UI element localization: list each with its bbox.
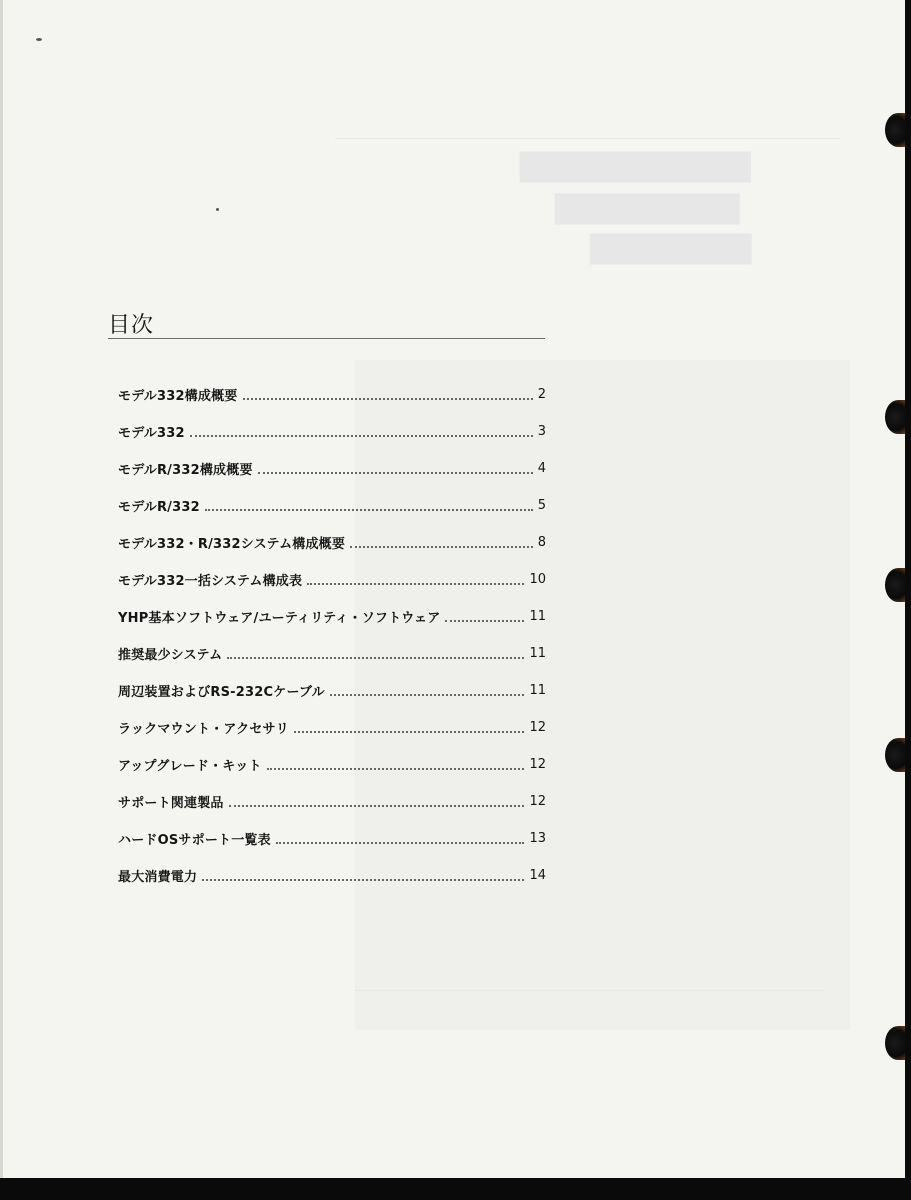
toc-entry-page: 14: [529, 868, 546, 883]
dot-leader: [307, 583, 524, 585]
toc-entry-page: 12: [529, 757, 546, 772]
dot-leader: [243, 398, 533, 400]
toc-entry[interactable]: [118, 487, 546, 524]
dot-leader: [227, 657, 524, 659]
toc-entry-page: 12: [529, 720, 546, 735]
toc-entry-label: モデル332構成概要: [118, 389, 238, 404]
toc-entry-label: モデル332: [118, 426, 185, 441]
show-through-text: ▇▇▇▇▇▇▇: [590, 230, 752, 265]
punch-hole: [885, 113, 905, 147]
title-divider: [108, 338, 545, 339]
toc-entry-label: ハードOSサポート一覧表: [118, 833, 271, 848]
toc-entry[interactable]: [118, 857, 546, 894]
dot-leader: [205, 509, 533, 511]
paper-speck: [216, 208, 219, 211]
dot-leader: [190, 435, 533, 437]
punch-hole: [885, 738, 905, 772]
paper-speck: [36, 38, 42, 41]
toc-entry-label: 最大消費電力: [118, 870, 198, 885]
dot-leader: [267, 768, 525, 770]
dot-leader: [330, 694, 525, 696]
toc-entry-label: YHP基本ソフトウェア/ユーティリティ・ソフトウェア: [118, 611, 441, 626]
toc-entry[interactable]: [118, 820, 546, 857]
show-through-text: ▇▇▇▇▇▇▇▇▇▇: [520, 148, 751, 183]
toc-entry[interactable]: [118, 783, 546, 820]
toc-entry-page: 5: [537, 498, 546, 513]
toc-entry-page: 8: [537, 535, 546, 550]
toc-entry-page: 10: [529, 572, 546, 587]
toc-entry-label: ラックマウント・アクセサリ: [118, 722, 289, 737]
dot-leader: [445, 620, 524, 622]
toc-entry-page: 11: [529, 646, 546, 661]
dot-leader: [202, 879, 524, 881]
toc-entry-label: モデルR/332構成概要: [118, 463, 253, 478]
toc-entry-page: 3: [537, 424, 546, 439]
toc-entry-label: サポート関連製品: [118, 796, 224, 811]
punch-hole: [885, 1026, 905, 1060]
show-through-line: [335, 138, 840, 139]
toc-entry[interactable]: [118, 672, 546, 709]
toc-entry-label: モデル332一括システム構成表: [118, 574, 303, 589]
toc-entry-label: モデルR/332: [118, 500, 200, 515]
dot-leader: [258, 472, 533, 474]
toc-entry[interactable]: [118, 376, 546, 413]
toc-entry-page: 11: [529, 609, 546, 624]
toc-entry-page: 12: [529, 794, 546, 809]
toc-entry-label: アップグレード・キット: [118, 759, 262, 774]
toc-entry[interactable]: [118, 561, 546, 598]
toc-entry-label: モデル332・R/332システム構成概要: [118, 537, 346, 552]
show-through-text: ▇▇▇▇▇▇▇▇: [555, 190, 740, 225]
toc-entry[interactable]: [118, 524, 546, 561]
toc-entry[interactable]: [118, 635, 546, 672]
punch-hole: [885, 568, 905, 602]
dot-leader: [229, 805, 525, 807]
toc-entry[interactable]: [118, 450, 546, 487]
toc-list: [118, 376, 546, 894]
toc-entry-page: 2: [537, 387, 546, 402]
toc-entry-label: 推奨最少システム: [118, 648, 223, 663]
toc-entry[interactable]: [118, 709, 546, 746]
toc-title: 目次: [108, 313, 155, 338]
toc-entry[interactable]: [118, 746, 546, 783]
dot-leader: [276, 842, 525, 844]
toc-entry[interactable]: [118, 598, 546, 635]
toc-entry-page: 4: [537, 461, 546, 476]
toc-entry-label: 周辺装置およびRS-232Cケーブル: [118, 685, 325, 700]
toc-entry[interactable]: [118, 413, 546, 450]
dot-leader: [294, 731, 525, 733]
show-through-line: [355, 990, 825, 991]
page-edge: [0, 0, 3, 1178]
dot-leader: [350, 546, 533, 548]
punch-hole: [885, 400, 905, 434]
toc-entry-page: 13: [529, 831, 546, 846]
toc-entry-page: 11: [529, 683, 546, 698]
